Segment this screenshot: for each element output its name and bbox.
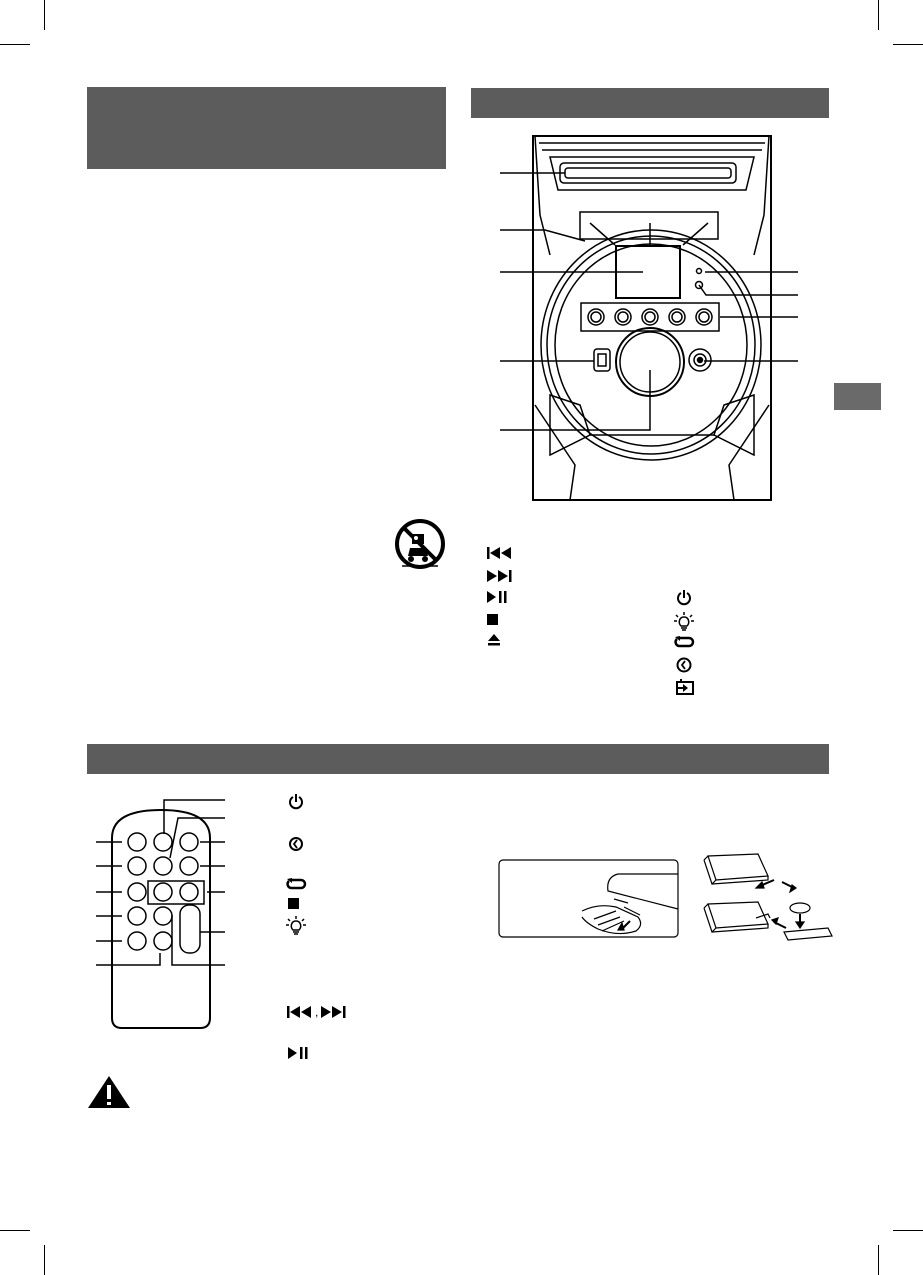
remote-timer-icon (288, 836, 304, 852)
battery-tab-illustration (498, 859, 680, 939)
remote-repeat-icon (287, 878, 305, 892)
stop-icon (487, 614, 499, 626)
svg-text:,: , (315, 1005, 319, 1019)
warning-icon (87, 1075, 131, 1109)
play-pause-icon (487, 591, 511, 603)
power-icon (676, 590, 692, 606)
remote-control (108, 808, 214, 1032)
timer-icon (676, 657, 692, 673)
input-icon (676, 679, 694, 695)
eject-icon (487, 634, 501, 646)
remote-play-pause-icon (288, 1047, 312, 1059)
next-icon (487, 569, 515, 583)
remote-power-icon (288, 794, 304, 810)
repeat-icon (675, 636, 693, 650)
remote-stop-icon (288, 898, 300, 910)
remote-light-icon (286, 916, 306, 936)
remote-prev-next-icon (287, 1005, 349, 1019)
prev-icon (487, 546, 515, 560)
battery-replace-illustration (688, 852, 836, 942)
light-icon (674, 612, 694, 632)
